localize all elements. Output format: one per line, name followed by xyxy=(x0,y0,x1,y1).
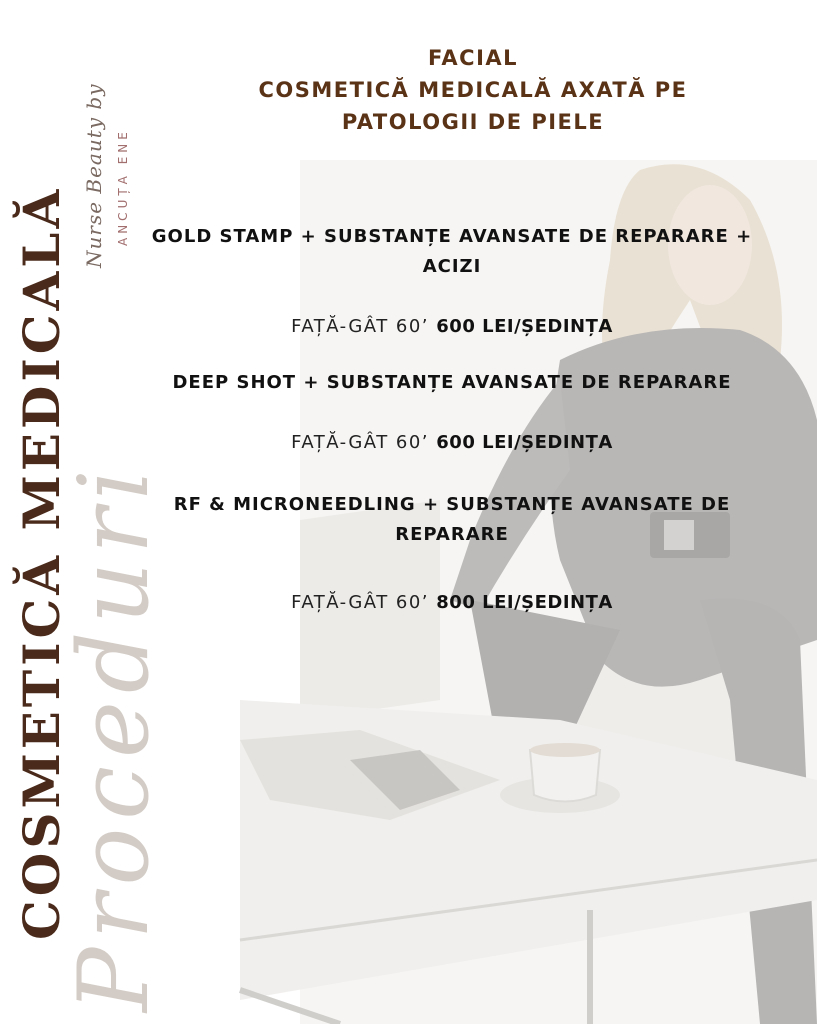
service-area: FAȚĂ-GÂT 60’ xyxy=(291,316,430,337)
service-price: 600 LEI/ȘEDINȚA xyxy=(436,316,613,337)
service-name-line: DEEP SHOT + SUBSTANȚE AVANSATE DE REPARARE xyxy=(172,372,732,393)
header-line-3: PATOLOGII DE PIELE xyxy=(341,110,605,134)
service-name-line: RF & MICRONEEDLING + SUBSTANȚE AVANSATE DE xyxy=(173,494,731,515)
service-name-line: GOLD STAMP + SUBSTANȚE AVANSATE DE REPARARE + xyxy=(151,226,753,247)
service-area: FAȚĂ-GÂT 60’ xyxy=(291,592,430,613)
service-price: 600 LEI/ȘEDINȚA xyxy=(436,432,613,453)
service-price-row xyxy=(100,592,804,613)
header-line-2: COSMETICĂ MEDICALĂ AXATĂ PE xyxy=(258,78,688,102)
service-price-row xyxy=(100,432,804,453)
brand-script: Nurse Beauty by xyxy=(82,83,106,268)
header-line-1: FACIAL xyxy=(427,46,519,70)
service-price-row xyxy=(100,316,804,337)
service-name-line: REPARARE xyxy=(395,524,509,545)
service-rf-microneedling xyxy=(100,490,804,550)
service-name-line: ACIZI xyxy=(422,256,482,277)
side-title: COSMETICĂ MEDICALĂ xyxy=(12,185,71,940)
brand-name: ANCUȚA ENE xyxy=(116,128,130,246)
service-deep-shot xyxy=(100,368,804,398)
service-price: 800 LEI/ȘEDINȚA xyxy=(436,592,613,613)
service-gold-stamp xyxy=(100,222,804,282)
service-area: FAȚĂ-GÂT 60’ xyxy=(291,432,430,453)
side-script-proceduri: Proceduri xyxy=(58,461,170,1012)
